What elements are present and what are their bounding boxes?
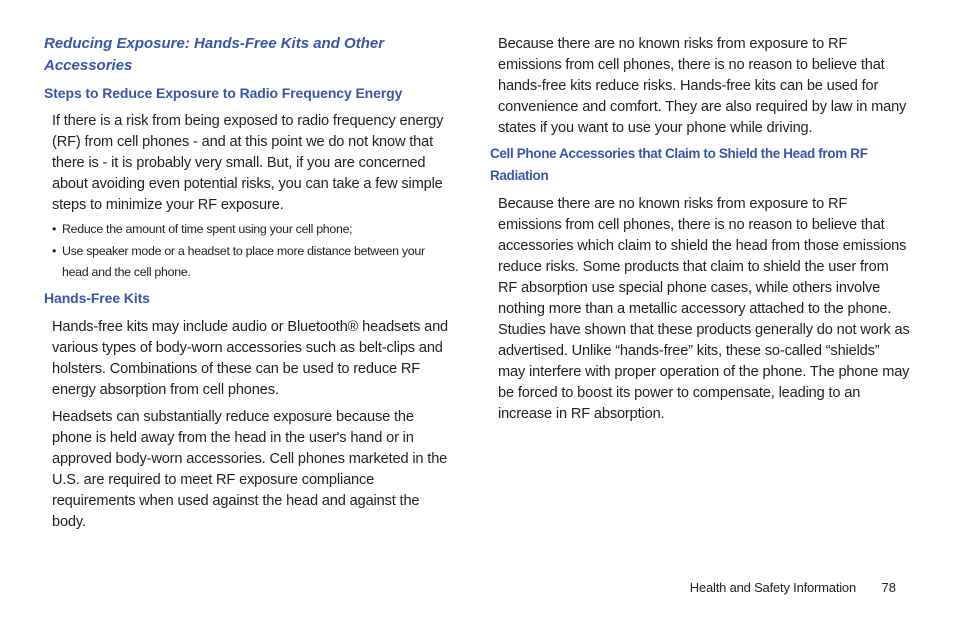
list-item-text: Use speaker mode or a headset to place more distance between your head and the cell phone. (62, 244, 425, 279)
footer-section-label: Health and Safety Information (689, 580, 856, 595)
exposure-tips-list (52, 219, 454, 283)
steps-paragraph: If there is a risk from being exposed to radio frequency energy (RF) from cell phones - and at this point we do not know that there is - it is probably very small. But, if you are concerned about avoiding even potential risks, you can take a few simple steps to minimize your RF exposure. (52, 113, 444, 213)
shield-accessories-paragraph: Because there are no known risks from exposure to RF emissions from cell phones, there is no reason to believe that accessories which claim to shield the head from those emissions reduce risks. Some products that claim to shield the user from RF absorption use special phone cases, while others involve nothing more than a metallic accessory attached to the phone. Studies have shown that these products generally do not work as advertised. Unlike “hands-free” kits, these so-called “shields” may interfere with proper operation of the phone. The phone may be forced to boost its power to compensate, leading to an increase in RF absorption. (498, 196, 910, 422)
page-number: 78 (881, 580, 896, 595)
list-item-text: Reduce the amount of time spent using your cell phone; (62, 222, 353, 236)
subsection-heading-hands-free-kits: Hands-Free Kits (44, 290, 150, 306)
section-title: Reducing Exposure: Hands-Free Kits and Other Accessories (44, 35, 385, 74)
subsection-heading-shield-accessories: Cell Phone Accessories that Claim to Shield the Head from RF Radiation (490, 146, 868, 183)
list-item (52, 241, 454, 283)
hands-free-intro-paragraph: Because there are no known risks from exposure to RF emissions from cell phones, there is no reason to believe that hands-free kits reduce risks. Hands-free kits can be used for convenience and comfort. They are also required by law in many states if you want to use your phone while driving. (498, 36, 907, 136)
bullet-icon: • (52, 244, 57, 258)
bullet-icon: • (52, 222, 57, 236)
page-footer (0, 578, 954, 598)
hands-free-paragraph-1: Hands-free kits may include audio or Bluetooth® headsets and various types of body-worn accessories such as belt-clips and holsters. Combinations of these can be used to reduce RF energy absorption from cell phones. (52, 319, 449, 398)
list-item (52, 219, 454, 240)
subsection-heading-steps: Steps to Reduce Exposure to Radio Frequency Energy (44, 85, 403, 101)
hands-free-paragraph-2: Headsets can substantially reduce exposure because the phone is held away from the head in the user's hand or in approved body-worn accessories. Cell phones marketed in the U.S. are required to meet RF exposure compliance requirements when used against the head and against the body. (52, 409, 448, 530)
